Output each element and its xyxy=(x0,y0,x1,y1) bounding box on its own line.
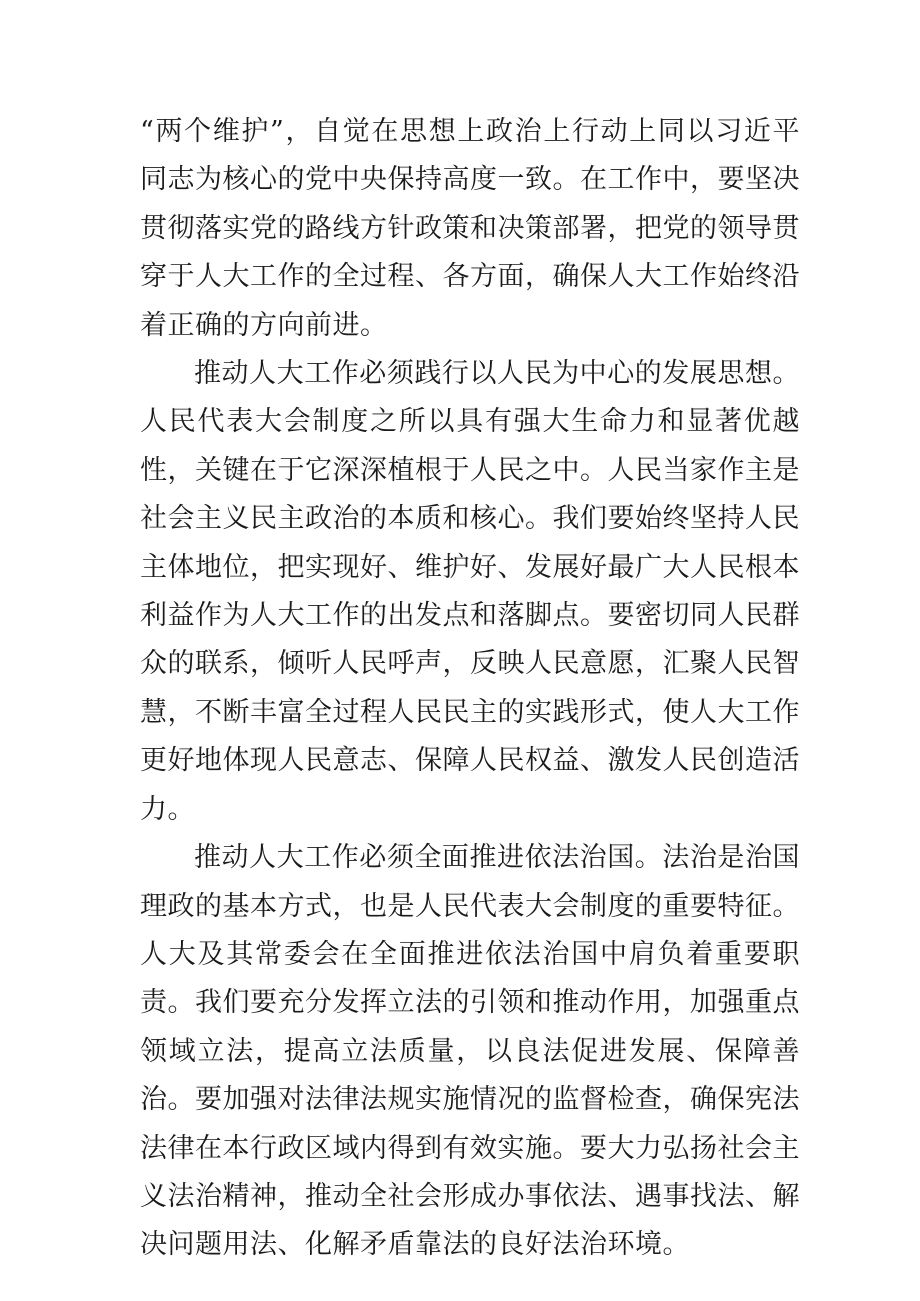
paragraph-3: 推动人大工作必须全面推进依法治国。法治是治国理政的基本方式，也是人民代表大会制度的重要特征。人大及其常委会在全面推进依法治国中肩负着重要职责。我们要充分发挥立法的引领和推动作用，加强重点领域立法，提高立法质量，以良法促进发展、保障善治。要加强对法律法规实施情况的监督检查，确保宪法法律在本行政区域内得到有效实施。要大力弘扬社会主义法治精神，推动全社会形成办事依法、遇事找法、解决问题用法、化解矛盾靠法的良好法治环境。 xyxy=(140,842,800,1261)
paragraph-1: “两个维护”，自觉在思想上政治上行动上同以习近平同志为核心的党中央保持高度一致。在工作中，要坚决贯彻落实党的路线方针政策和决策部署，把党的领导贯穿于人大工作的全过程、各方面，确保人大工作始终沿着正确的方向前进。 xyxy=(140,116,800,341)
body-text xyxy=(140,108,800,1270)
paragraph-2: 推动人大工作必须践行以人民为中心的发展思想。人民代表大会制度之所以具有强大生命力和显著优越性，关键在于它深深植根于人民之中。人民当家作主是社会主义民主政治的本质和核心。我们要始终坚持人民主体地位，把实现好、维护好、发展好最广大人民根本利益作为人大工作的出发点和落脚点。要密切同人民群众的联系，倾听人民呼声，反映人民意愿，汇聚人民智慧，不断丰富全过程人民民主的实践形式，使人大工作更好地体现人民意志、保障人民权益、激发人民创造活力。 xyxy=(140,358,800,825)
